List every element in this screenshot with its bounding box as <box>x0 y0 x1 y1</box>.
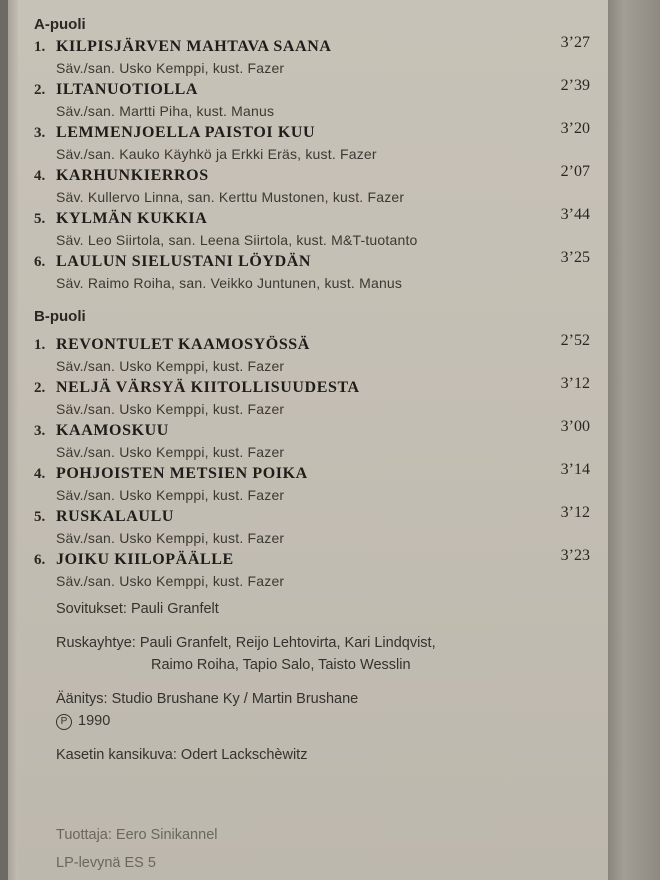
track-row <box>34 79 604 101</box>
track-credit: Säv./san. Usko Kemppi, kust. Fazer <box>56 60 285 76</box>
arrangements-credit: Sovitukset: Pauli Granfelt <box>56 601 219 617</box>
recording-credit: Äänitys: Studio Brushane Ky / Martin Brushane <box>56 691 359 707</box>
track-duration: 2’07 <box>560 163 590 180</box>
side-b-heading: B-puoli <box>34 308 86 325</box>
track-title: ILTANUOTIOLLA <box>56 81 199 98</box>
track-number: 1. <box>34 337 46 353</box>
track-duration: 3’23 <box>560 547 590 564</box>
track-duration: 2’39 <box>560 77 590 94</box>
track-row <box>34 506 604 528</box>
side-b-track-list <box>34 334 604 592</box>
band-members-line-2: Raimo Roiha, Tapio Salo, Taisto Wesslin <box>151 657 411 673</box>
cassette-case-edge <box>608 0 660 880</box>
track-credit: Säv. Raimo Roiha, san. Veikko Juntunen, kust. Manus <box>56 275 403 291</box>
track-row <box>34 549 604 571</box>
track-title: JOIKU KIILOPÄÄLLE <box>56 551 234 568</box>
track-number: 2. <box>34 82 46 98</box>
track-row <box>34 165 604 187</box>
track-title: KILPISJÄRVEN MAHTAVA SAANA <box>56 38 332 55</box>
track-credit: Säv./san. Usko Kemppi, kust. Fazer <box>56 401 285 417</box>
track-number: 4. <box>34 168 46 184</box>
track-title: LEMMENJOELLA PAISTOI KUU <box>56 124 316 141</box>
cassette-inlay <box>8 0 608 880</box>
track-duration: 3’27 <box>560 34 590 51</box>
track-duration: 3’25 <box>560 249 590 266</box>
track-number: 1. <box>34 39 46 55</box>
track-number: 3. <box>34 125 46 141</box>
track-credit: Säv. Leo Siirtola, san. Leena Siirtola, kust. M&T-tuotanto <box>56 232 418 248</box>
track-credit: Säv. Kullervo Linna, san. Kerttu Mustonen, kust. Fazer <box>56 189 405 205</box>
cover-art-credit: Kasetin kansikuva: Odert Lackschèwitz <box>56 747 308 763</box>
track-row <box>34 208 604 230</box>
track-credit: Säv./san. Usko Kemppi, kust. Fazer <box>56 358 285 374</box>
producer-credit: Tuottaja: Eero Sinikannel <box>56 827 218 843</box>
track-title: NELJÄ VÄRSYÄ KIITOLLISUUDESTA <box>56 379 360 396</box>
track-title: REVONTULET KAAMOSYÖSSÄ <box>56 336 310 353</box>
track-credit: Säv./san. Usko Kemppi, kust. Fazer <box>56 444 285 460</box>
track-number: 5. <box>34 211 46 227</box>
phonogram-copyright-icon: P <box>56 714 72 730</box>
track-credit: Säv./san. Usko Kemppi, kust. Fazer <box>56 530 285 546</box>
track-row <box>34 251 604 273</box>
track-number: 6. <box>34 552 46 568</box>
card-fold-shadow <box>8 0 18 880</box>
track-credit: Säv./san. Martti Piha, kust. Manus <box>56 103 275 119</box>
track-number: 4. <box>34 466 46 482</box>
track-row <box>34 36 604 58</box>
lp-catalog-number: LP-levynä ES 5 <box>56 855 156 871</box>
track-credit: Säv./san. Kauko Käyhkö ja Erkki Eräs, kust. Fazer <box>56 146 377 162</box>
track-credit: Säv./san. Usko Kemppi, kust. Fazer <box>56 573 285 589</box>
track-title: RUSKALAULU <box>56 508 175 525</box>
track-title: KAAMOSKUU <box>56 422 169 439</box>
track-title: POHJOISTEN METSIEN POIKA <box>56 465 308 482</box>
track-duration: 3’44 <box>560 206 590 223</box>
track-duration: 2’52 <box>560 332 590 349</box>
track-duration: 3’20 <box>560 120 590 137</box>
band-members-line-1: Pauli Granfelt, Reijo Lehtovirta, Kari Lindqvist, <box>139 635 436 651</box>
track-duration: 3’14 <box>560 461 590 478</box>
track-row <box>34 463 604 485</box>
track-number: 6. <box>34 254 46 270</box>
track-number: 3. <box>34 423 46 439</box>
track-row <box>34 377 604 399</box>
band-label: Ruskayhtye: <box>56 635 136 651</box>
track-title: LAULUN SIELUSTANI LÖYDÄN <box>56 253 312 270</box>
track-duration: 3’12 <box>560 504 590 521</box>
track-duration: 3’00 <box>560 418 590 435</box>
copyright-line <box>34 710 604 732</box>
track-number: 5. <box>34 509 46 525</box>
track-number: 2. <box>34 380 46 396</box>
copyright-year: 1990 <box>78 713 111 729</box>
track-row <box>34 122 604 144</box>
track-title: KYLMÄN KUKKIA <box>56 210 208 227</box>
side-a-heading: A-puoli <box>34 16 86 33</box>
side-a-track-list <box>34 36 604 294</box>
track-listing <box>34 14 604 874</box>
track-duration: 3’12 <box>560 375 590 392</box>
track-credit: Säv./san. Usko Kemppi, kust. Fazer <box>56 487 285 503</box>
track-title: KARHUNKIERROS <box>56 167 209 184</box>
track-row <box>34 334 604 356</box>
band-credit <box>34 632 604 654</box>
track-row <box>34 420 604 442</box>
